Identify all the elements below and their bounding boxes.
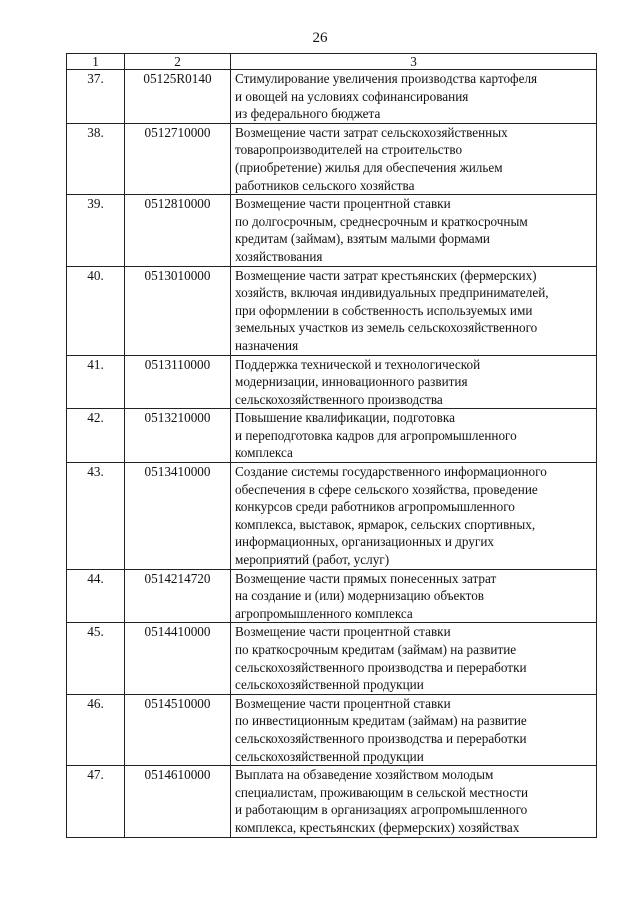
description-line: работников сельского хозяйства — [235, 177, 415, 193]
description-line: товаропроизводителей на строительство — [235, 142, 463, 158]
row-description — [231, 409, 597, 463]
row-code: 0514214720 — [125, 569, 231, 623]
row-code: 0514510000 — [125, 694, 231, 765]
table-row — [67, 409, 597, 463]
table-row — [67, 355, 597, 409]
description-line: Возмещение части затрат крестьянских (фермерских) — [235, 267, 537, 283]
program-table — [66, 53, 597, 838]
row-number: 45. — [67, 623, 125, 694]
description-line: сельскохозяйственной продукции — [235, 748, 424, 764]
row-description — [231, 766, 597, 837]
description-line: агропромышленного комплекса — [235, 605, 413, 621]
description-line: по краткосрочным кредитам (займам) на развитие — [235, 642, 517, 657]
description-line: сельскохозяйственного производства и переработки — [235, 659, 527, 675]
description-line: Поддержка технической и технологической — [235, 356, 481, 372]
description-line: комплекса, выставок, ярмарок, сельских спортивных, — [235, 516, 536, 532]
description-line: Возмещение части процентной ставки — [235, 695, 451, 711]
row-code: 05125R0140 — [125, 70, 231, 124]
table-row — [67, 123, 597, 194]
description-line: по инвестиционным кредитам (займам) на развитие — [235, 713, 527, 729]
table-row — [67, 766, 597, 837]
description-line: и переподготовка кадров для агропромышленного — [235, 427, 517, 443]
header-row — [67, 54, 597, 70]
row-description — [231, 694, 597, 765]
description-line: на создание и (или) модернизацию объектов — [235, 588, 485, 604]
table-row — [67, 266, 597, 355]
row-number: 44. — [67, 569, 125, 623]
column-header-description: 3 — [231, 54, 597, 70]
description-line: Возмещение части процентной ставки — [235, 196, 451, 212]
description-line: специалистам, проживающим в сельской местности — [235, 784, 529, 800]
description-line: хозяйствования — [235, 248, 323, 264]
row-number: 47. — [67, 766, 125, 837]
row-code: 0513010000 — [125, 266, 231, 355]
row-description — [231, 266, 597, 355]
row-description — [231, 355, 597, 409]
row-description — [231, 463, 597, 570]
description-line: мероприятий (работ, услуг) — [235, 552, 390, 568]
table-row — [67, 569, 597, 623]
description-line: по долгосрочным, среднесрочным и краткосрочным — [235, 213, 528, 229]
description-line: комплекса — [235, 445, 293, 461]
description-line: конкурсов среди работников агропромышленного — [235, 499, 515, 515]
description-line: комплекса, крестьянских (фермерских) хозяйствах — [235, 819, 520, 835]
row-number: 43. — [67, 463, 125, 570]
description-line: и овощей на условиях софинансирования — [235, 88, 469, 104]
description-line: сельскохозяйственного производства — [235, 391, 443, 407]
table-row — [67, 70, 597, 124]
table-row — [67, 623, 597, 694]
table-row — [67, 694, 597, 765]
row-code: 0513210000 — [125, 409, 231, 463]
description-line: Повышение квалификации, подготовка — [235, 410, 455, 426]
column-header-number: 1 — [67, 54, 125, 70]
page-number: 26 — [312, 30, 328, 46]
row-code: 0512810000 — [125, 195, 231, 266]
description-line: кредитам (займам), взятым малыми формами — [235, 231, 490, 247]
description-line: Стимулирование увеличения производства картофеля — [235, 71, 538, 86]
row-number: 38. — [67, 123, 125, 194]
description-line: сельскохозяйственной продукции — [235, 677, 424, 693]
column-header-code: 2 — [125, 54, 231, 70]
description-line: из федерального бюджета — [235, 106, 381, 122]
description-line: и работающим в организациях агропромышленного — [235, 802, 528, 818]
description-line: назначения — [235, 337, 299, 353]
description-line: Выплата на обзаведение хозяйством молодым — [235, 767, 494, 783]
row-number: 46. — [67, 694, 125, 765]
description-line: модернизации, инновационного развития — [235, 374, 468, 390]
row-description — [231, 70, 597, 124]
row-code: 0513110000 — [125, 355, 231, 409]
table-row — [67, 195, 597, 266]
row-code: 0514410000 — [125, 623, 231, 694]
description-line: хозяйств, включая индивидуальных предпринимателей, — [235, 285, 549, 301]
row-description — [231, 569, 597, 623]
description-line: сельскохозяйственного производства и переработки — [235, 730, 527, 746]
description-line: Возмещение части затрат сельскохозяйственных — [235, 124, 508, 140]
description-line: информационных, организационных и других — [235, 534, 494, 550]
description-line: Возмещение части прямых понесенных затрат — [235, 570, 497, 586]
row-description — [231, 623, 597, 694]
row-description — [231, 195, 597, 266]
row-number: 40. — [67, 266, 125, 355]
row-code: 0512710000 — [125, 123, 231, 194]
table-row — [67, 463, 597, 570]
row-number: 41. — [67, 355, 125, 409]
description-line: Возмещение части процентной ставки — [235, 624, 451, 640]
description-line: (приобретение) жилья для обеспечения жильем — [235, 159, 503, 175]
row-number: 42. — [67, 409, 125, 463]
description-line: Создание системы государственного информационного — [235, 464, 547, 480]
row-number: 39. — [67, 195, 125, 266]
description-line: земельных участков из земель сельскохозяйственного — [235, 320, 538, 336]
row-number: 37. — [67, 70, 125, 124]
description-line: при оформлении в собственность используемых ими — [235, 302, 533, 318]
description-line: обеспечения в сфере сельского хозяйства, проведение — [235, 481, 538, 497]
row-description — [231, 123, 597, 194]
row-code: 0513410000 — [125, 463, 231, 570]
row-code: 0514610000 — [125, 766, 231, 837]
